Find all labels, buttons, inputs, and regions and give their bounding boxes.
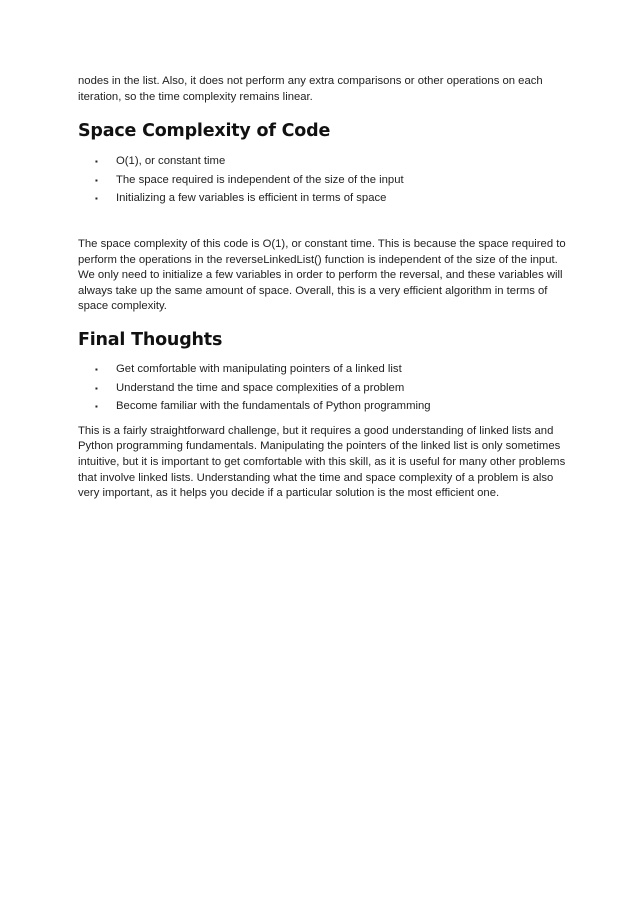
list-item [78,154,568,170]
bullet-icon: ▪ [95,194,98,204]
final-thoughts-list [78,362,568,415]
list-item-text: The space required is independent of the size of the input [116,173,404,186]
list-item-text: Understand the time and space complexities of a problem [116,381,405,394]
final-thoughts-heading: Final Thoughts [78,329,223,350]
space-complexity-heading: Space Complexity of Code [78,121,331,142]
document-page [78,74,568,502]
list-item [78,381,568,397]
bullet-icon: ▪ [95,364,98,374]
space-complexity-list [78,154,568,207]
list-item [78,173,568,189]
bullet-icon: ▪ [95,175,98,185]
list-item [78,362,568,378]
bullet-icon: ▪ [95,402,98,412]
space-complexity-paragraph: The space complexity of this code is O(1), or constant time. This is because the space required to perform the operations in the reverseLinkedList() function is independent of the size of the input. We only need to initialize a few variables in order to perform the reversal, and these variables will always take up the same amount of space. Overall, this is a very efficient algorithm in terms of space complexity. [78,237,566,313]
final-thoughts-paragraph: This is a fairly straightforward challenge, but it requires a good understanding of linked lists and Python programming fundamentals. Manipulating the pointers of the linked list is only sometimes intuitive, but it is important to get comfortable with this skill, as it is useful for many other problems that involve linked lists. Understanding what the time and space complexity of a problem is also very important, as it helps you decide if a particular solution is the most efficient one. [78,424,566,500]
list-item-text: Initializing a few variables is efficient in terms of space [116,192,387,205]
list-item-text: Become familiar with the fundamentals of Python programming [116,400,431,413]
intro-paragraph: nodes in the list. Also, it does not perform any extra comparisons or other operations on each iteration, so the time complexity remains linear. [78,75,543,103]
list-item [78,191,568,207]
bullet-icon: ▪ [95,157,98,167]
list-item-text: Get comfortable with manipulating pointers of a linked list [116,362,402,375]
bullet-icon: ▪ [95,383,98,393]
list-item [78,399,568,415]
list-item-text: O(1), or constant time [116,155,226,168]
